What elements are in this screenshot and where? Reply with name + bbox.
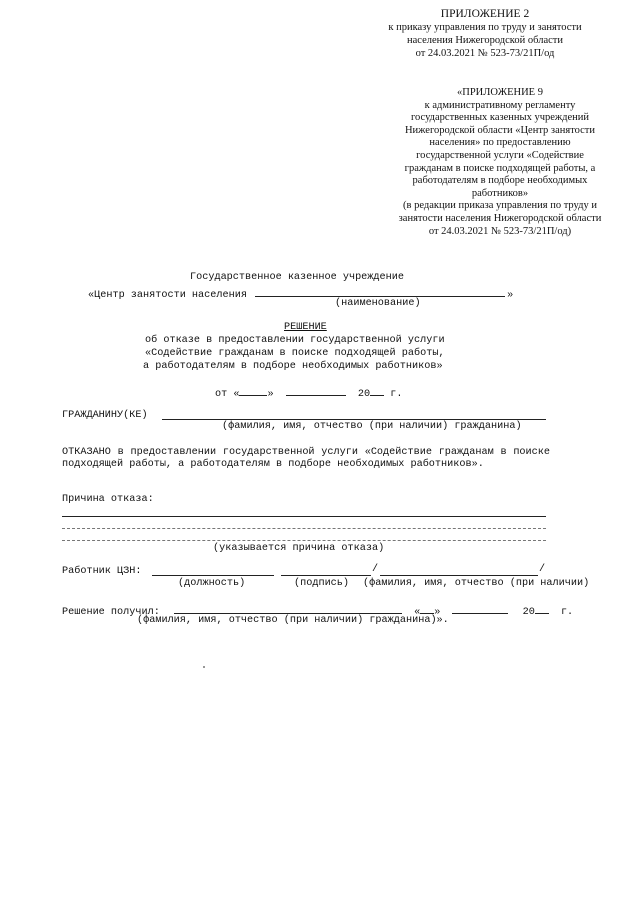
- received-close-quote: »: [434, 607, 441, 618]
- worker-label: Работник ЦЗН:: [62, 566, 142, 577]
- appendix-9-line: (в редакции приказа управления по труду и: [403, 200, 597, 212]
- appendix-2-title: ПРИЛОЖЕНИЕ 2: [440, 8, 530, 20]
- appendix-9-line: гражданам в поиске подходящей работы, а: [404, 162, 596, 174]
- decision-subtitle-line: «Содействие гражданам в поиске подходящей работы,: [145, 348, 445, 359]
- reason-line-2[interactable]: [62, 528, 546, 529]
- date-month-field[interactable]: [286, 385, 346, 396]
- decision-subtitle-line: об отказе в предоставлении государственной услуги: [145, 335, 445, 346]
- organization-name-suffix: »: [507, 290, 514, 301]
- appendix-9-line: к административному регламенту: [424, 99, 576, 111]
- appendix-2-line: от 24.03.2021 № 523-73/21П/од: [415, 48, 555, 59]
- received-name-field[interactable]: [174, 603, 402, 614]
- appendix-9-line: от 24.03.2021 № 523-73/21П/од): [428, 225, 572, 237]
- scan-speck: [203, 666, 205, 668]
- worker-position-field[interactable]: [152, 575, 274, 576]
- decision-subtitle-line: а работодателям в подборе необходимых работников»: [143, 361, 443, 372]
- date-year-field[interactable]: [370, 385, 384, 396]
- organization-name-line: [88, 286, 513, 301]
- worker-signature-hint: (подпись): [294, 578, 350, 589]
- appendix-9-line: государственной услуги «Содействие: [416, 149, 584, 161]
- reason-line-3[interactable]: [62, 540, 546, 541]
- appendix-9-line: «ПРИЛОЖЕНИЕ 9: [457, 87, 543, 98]
- received-year-field[interactable]: [535, 603, 549, 614]
- appendix-9-line: работодателям в подборе необходимых: [412, 175, 588, 187]
- reason-hint: (указывается причина отказа): [213, 543, 385, 554]
- refusal-text: ОТКАЗАНО в предоставлении государственной услуги «Содействие гражданам в поиске подходящей работы, а работодателям в подборе необходимых работников».: [62, 447, 550, 470]
- citizen-label: ГРАЖДАНИНУ(КЕ): [62, 410, 148, 421]
- appendix-9-header: [385, 87, 615, 238]
- received-open-quote: «: [414, 607, 421, 618]
- decision-date-line: [215, 385, 402, 400]
- citizen-name-field[interactable]: [162, 419, 546, 420]
- worker-signature-field[interactable]: [281, 575, 371, 576]
- organization-name-hint: (наименование): [335, 298, 421, 309]
- received-year-suffix: г.: [560, 607, 574, 618]
- citizen-hint: (фамилия, имя, отчество (при наличии) гражданина): [222, 421, 522, 432]
- date-day-field[interactable]: [239, 385, 267, 396]
- organization-name-prefix: «Центр занятости населения: [88, 290, 247, 301]
- appendix-2-line: населения Нижегородской области: [407, 35, 563, 46]
- worker-slash-open: /: [372, 564, 379, 575]
- citizen-line: [62, 410, 148, 421]
- appendix-9-line: населения» по предоставлению: [429, 137, 571, 149]
- decision-heading: РЕШЕНИЕ: [284, 322, 327, 333]
- appendix-2-header: [360, 8, 610, 60]
- received-year-prefix: 20: [522, 607, 535, 618]
- received-label: Решение получил:: [62, 607, 160, 618]
- organization-type: Государственное казенное учреждение: [190, 272, 404, 283]
- appendix-2-line: к приказу управления по труду и занятости: [388, 22, 582, 33]
- appendix-9-line: Нижегородской области «Центр занятости: [404, 124, 596, 136]
- worker-position-hint: (должность): [178, 578, 246, 589]
- worker-name-field[interactable]: [380, 575, 538, 576]
- reason-line-1[interactable]: [62, 516, 546, 517]
- worker-name-hint: (фамилия, имя, отчество (при наличии): [363, 578, 590, 589]
- date-year-suffix: г.: [390, 389, 403, 400]
- appendix-9-line: работников»: [471, 187, 529, 199]
- appendix-9-line: занятости населения Нижегородской области: [398, 212, 602, 224]
- received-hint: (фамилия, имя, отчество (при наличии) гражданина)».: [137, 615, 449, 626]
- organization-name-field[interactable]: [255, 286, 505, 297]
- reason-label: Причина отказа:: [62, 494, 154, 505]
- worker-slash-close: /: [539, 564, 546, 575]
- date-from-label: от «: [215, 389, 240, 400]
- received-day-field[interactable]: [420, 603, 434, 614]
- date-close-quote: »: [267, 389, 274, 400]
- date-year-prefix: 20: [357, 389, 371, 400]
- received-month-field[interactable]: [452, 603, 508, 614]
- appendix-9-line: государственных казенных учреждений: [410, 112, 590, 124]
